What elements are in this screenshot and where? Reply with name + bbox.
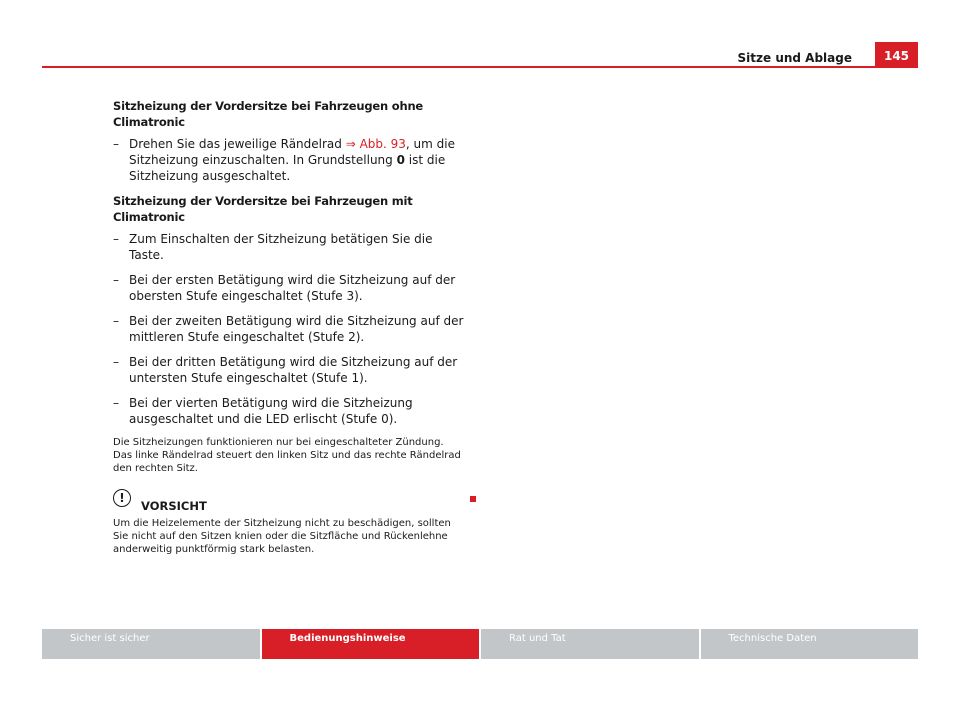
dash-bullet: – (113, 355, 119, 369)
note-text: Die Sitzheizungen funktionieren nur bei eingeschalteter Zündung. Das linke Rändelrad steuert den linken Sitz und das rechte Rändelrad den rechten Sitz. (113, 437, 461, 474)
list-item: – Bei der ersten Betätigung wird die Sitzheizung auf der obersten Stufe eingeschaltet (Stufe 3). (113, 273, 456, 303)
header-rule (42, 66, 918, 68)
dash-bullet: – (113, 232, 119, 246)
figure-reference-link[interactable]: ⇒ Abb. 93 (345, 137, 406, 151)
list-item: – Drehen Sie das jeweilige Rändelrad ⇒ Abb. 93, um die Sitzheizung einzuschalten. In Grundstellung 0 ist die Sitzheizung ausgeschaltet. (113, 137, 455, 183)
footer-tab-technische-daten[interactable]: Technische Daten (701, 629, 919, 659)
list-item: – Zum Einschalten der Sitzheizung betätigen Sie die Taste. (113, 232, 433, 262)
list-item: – Bei der dritten Betätigung wird die Sitzheizung auf der untersten Stufe eingeschaltet (Stufe 1). (113, 355, 458, 385)
dash-bullet: – (113, 137, 119, 151)
running-title: Sitze und Ablage (737, 51, 852, 65)
caution-text: Um die Heizelemente der Sitzheizung nicht zu beschädigen, sollten Sie nicht auf den Sitzen knien oder die Sitzfläche und Rückenlehne anderweitig punktförmig stark belasten. (113, 518, 451, 555)
dash-bullet: – (113, 396, 119, 410)
list-item: – Bei der zweiten Betätigung wird die Sitzheizung auf der mittleren Stufe eingeschaltet (Stufe 2). (113, 314, 464, 344)
footer-tab-bedienungshinweise[interactable]: Bedienungshinweise (262, 629, 480, 659)
footer-nav (42, 629, 918, 659)
caution-title: VORSICHT (141, 499, 207, 513)
dash-bullet: – (113, 273, 119, 287)
list-item: – Bei der vierten Betätigung wird die Sitzheizung ausgeschaltet und die LED erlischt (Stufe 0). (113, 396, 413, 426)
section-heading-ohne-climatronic: Sitzheizung der Vordersitze bei Fahrzeugen ohne Climatronic (113, 99, 424, 129)
section-heading-mit-climatronic: Sitzheizung der Vordersitze bei Fahrzeugen mit Climatronic (113, 194, 413, 224)
footer-tab-rat-und-tat[interactable]: Rat und Tat (481, 629, 699, 659)
page-number: 145 (875, 42, 918, 68)
section-end-marker (470, 496, 476, 502)
dash-bullet: – (113, 314, 119, 328)
footer-tab-sicher-ist-sicher[interactable]: Sicher ist sicher (42, 629, 260, 659)
main-content (113, 98, 465, 556)
exclamation-circle-icon: ! (113, 489, 131, 507)
caution-header (113, 491, 465, 515)
